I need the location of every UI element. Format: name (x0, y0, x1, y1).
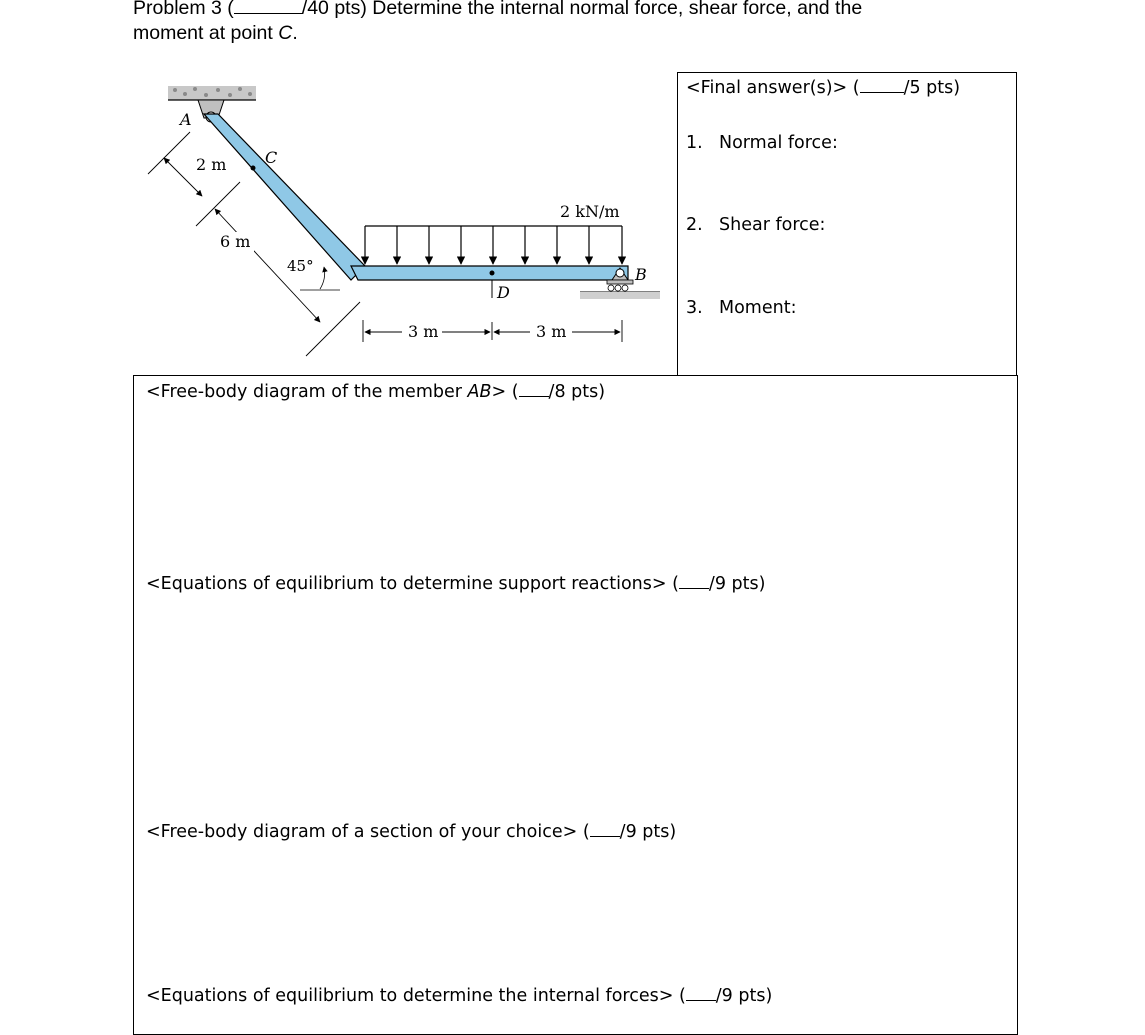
horizontal-dimensions (363, 320, 622, 342)
shear-force-item[interactable]: 2. Shear force: (686, 215, 826, 235)
distributed-load (365, 226, 622, 264)
title-line-1: Problem 3 ( /40 pts) Determine the internal normal force, shear force, and the (133, 0, 863, 19)
fbd-member-heading: <Free-body diagram of the member AB> ( /8 pts) (146, 382, 606, 402)
final-answer-box (677, 72, 1017, 376)
eq-support-score-blank[interactable] (679, 573, 709, 589)
final-answer-score-blank[interactable] (860, 77, 904, 93)
dim-2m-label: 2 m (196, 155, 227, 174)
label-point-d: D (497, 283, 510, 302)
label-point-a: A (180, 110, 192, 129)
eq-internal-score-blank[interactable] (686, 985, 716, 1001)
score-blank[interactable] (234, 0, 302, 14)
label-point-c: C (265, 148, 278, 167)
point-c-marker (251, 166, 256, 171)
fbd-section-score-blank[interactable] (590, 821, 620, 837)
fbd-member-score-blank[interactable] (519, 381, 549, 397)
dim-3m-right-label: 3 m (536, 322, 567, 341)
dim-3m-left-label: 3 m (408, 322, 439, 341)
dim-6m-label: 6 m (220, 232, 251, 251)
beam-figure (140, 70, 680, 370)
final-answer-heading: <Final answer(s)> ( /5 pts) (686, 78, 961, 98)
normal-force-item[interactable]: 1. Normal force: (686, 133, 838, 153)
eq-internal-heading: <Equations of equilibrium to determine the internal forces> ( /9 pts) (146, 986, 773, 1006)
load-label: 2 kN/m (560, 202, 620, 221)
title-line-2: moment at point C. (133, 22, 298, 44)
eq-support-heading: <Equations of equilibrium to determine support reactions> ( /9 pts) (146, 574, 766, 594)
point-d-marker (490, 271, 495, 276)
fbd-section-heading: <Free-body diagram of a section of your choice> ( /9 pts) (146, 822, 677, 842)
label-point-b: B (635, 265, 647, 284)
work-area-box[interactable] (133, 375, 1018, 1035)
problem-title (133, 0, 862, 46)
member-inclined (204, 114, 365, 280)
moment-item[interactable]: 3. Moment: (686, 298, 797, 318)
angle-label: 45° (287, 257, 314, 275)
